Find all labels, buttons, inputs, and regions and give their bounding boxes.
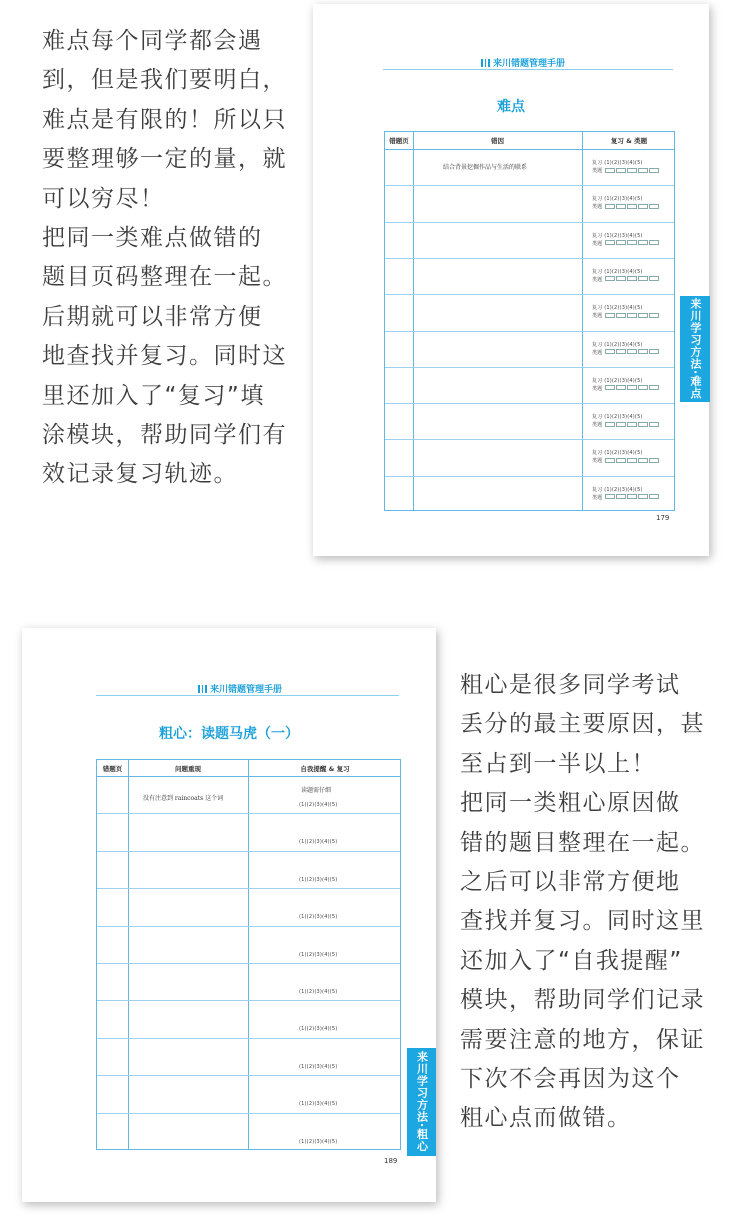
side-tab-difficulty: 来川学习方法·难点	[680, 296, 710, 402]
review-marks[interactable]: 复习 (1)(2)(3)(4)(5)	[592, 196, 643, 203]
review-marks[interactable]: (1)(2)(3)(4)(5)	[299, 839, 338, 846]
description-line: 粗心点而做错。	[460, 1105, 632, 1132]
category-boxes[interactable]: 类题	[592, 457, 660, 464]
row-divider	[97, 1000, 400, 1001]
side-tab-careless: 来川学习方法·粗心	[407, 1048, 436, 1156]
description-line: 可以穷尽！	[42, 185, 165, 212]
row-divider	[97, 926, 400, 927]
review-marks[interactable]: (1)(2)(3)(4)(5)	[299, 1101, 338, 1108]
row-divider	[385, 439, 674, 440]
review-marks[interactable]: (1)(2)(3)(4)(5)	[299, 1063, 338, 1070]
description-line: 难点每个同学都会遇	[42, 28, 263, 54]
description-line: 涂模块，帮助同学们有	[42, 422, 287, 449]
description-careless	[460, 666, 705, 1139]
description-line: 后期就可以非常方便	[42, 303, 263, 330]
category-boxes[interactable]: 类题	[592, 240, 660, 247]
category-boxes[interactable]: 类题	[592, 385, 660, 392]
row-divider	[97, 1113, 400, 1114]
brand-title: 来川错题管理手册	[210, 685, 283, 695]
description-line: 把同一类难点做错的	[42, 225, 263, 252]
category-boxes[interactable]: 类题	[592, 167, 660, 174]
review-marks[interactable]: (1)(2)(3)(4)(5)	[299, 802, 338, 808]
review-marks[interactable]: 复习 (1)(2)(3)(4)(5)	[592, 305, 643, 312]
row-divider	[385, 258, 674, 259]
header-page: 错题页	[389, 137, 409, 145]
description-line: 效记录复习轨迹。	[42, 461, 238, 488]
description-line: 难点是有限的！所以只	[42, 106, 287, 133]
description-difficulty	[42, 22, 287, 495]
row-divider	[385, 294, 674, 295]
category-boxes[interactable]: 类题	[592, 276, 660, 283]
review-marks[interactable]: 复习 (1)(2)(3)(4)(5)	[592, 377, 643, 384]
page-number: 189	[384, 1157, 398, 1165]
review-marks[interactable]: 复习 (1)(2)(3)(4)(5)	[592, 232, 643, 239]
category-boxes[interactable]: 类题	[592, 349, 660, 356]
description-line: 错的题目整理在一起。	[460, 829, 705, 856]
review-marks[interactable]: (1)(2)(3)(4)(5)	[299, 951, 338, 958]
description-line: 需要注意的地方，保证	[460, 1026, 705, 1053]
header-cause: 错因	[491, 137, 504, 145]
review-marks[interactable]: 复习 (1)(2)(3)(4)(5)	[592, 268, 643, 275]
review-marks[interactable]: 复习 (1)(2)(3)(4)(5)	[592, 414, 643, 421]
review-marks[interactable]: (1)(2)(3)(4)(5)	[299, 1026, 338, 1033]
header-reminder: 自我提醒 & 复习	[300, 765, 350, 773]
row-divider	[385, 185, 674, 186]
description-line: 粗心是很多同学考试	[460, 672, 681, 698]
description-line: 查找并复习。同时这里	[460, 908, 705, 935]
review-marks[interactable]: 复习 (1)(2)(3)(4)(5)	[592, 450, 643, 457]
description-line: 里还加入了“复习”填	[42, 382, 265, 409]
description-line: 模块，帮助同学们记录	[460, 987, 705, 1014]
description-line: 地查找并复习。同时这	[42, 343, 287, 370]
description-line: 还加入了“自我提醒”	[460, 947, 683, 974]
page-title: 粗心：读题马虎（一）	[159, 726, 299, 742]
review-marks[interactable]: 复习 (1)(2)(3)(4)(5)	[592, 160, 643, 166]
header-rule	[96, 695, 399, 696]
row-divider	[97, 963, 400, 964]
row-divider	[97, 1075, 400, 1076]
description-line: 下次不会再因为这个	[460, 1066, 681, 1093]
description-line: 丢分的最主要原因，甚	[460, 711, 705, 738]
description-line: 题目页码整理在一起。	[42, 264, 287, 291]
first-row-reminder: 读题需仔细	[301, 787, 332, 794]
header-rule	[383, 69, 673, 70]
brand-header	[481, 56, 565, 69]
row-divider	[97, 888, 400, 889]
row-divider	[385, 222, 674, 223]
workbook-page-difficulty	[313, 4, 709, 556]
row-divider	[385, 476, 674, 477]
first-row-problem: 没有注意到 raincoats 这个词	[143, 795, 224, 802]
brand-title: 来川错题管理手册	[493, 59, 566, 69]
review-marks[interactable]: (1)(2)(3)(4)(5)	[299, 989, 338, 995]
first-row-cause: 结合背景挖掘作品与生活的联系	[443, 164, 528, 171]
brand-header	[198, 682, 282, 695]
workbook-page-careless	[22, 628, 436, 1202]
row-divider	[97, 1038, 400, 1039]
brand-logo-icon	[198, 685, 207, 693]
row-divider	[385, 331, 674, 332]
description-line: 之后可以非常方便地	[460, 869, 681, 896]
description-line: 把同一类粗心原因做	[460, 790, 681, 817]
careless-table	[96, 759, 401, 1150]
page-number: 179	[656, 514, 670, 522]
review-marks[interactable]: (1)(2)(3)(4)(5)	[299, 1138, 338, 1145]
description-line: 到，但是我们要明白，	[42, 67, 287, 94]
header-review: 复习 & 类题	[610, 137, 648, 145]
review-marks[interactable]: (1)(2)(3)(4)(5)	[299, 876, 338, 883]
description-line: 要整理够一定的量，就	[42, 146, 287, 173]
row-divider	[97, 851, 400, 852]
review-marks[interactable]: 复习 (1)(2)(3)(4)(5)	[592, 341, 643, 348]
row-divider	[97, 813, 400, 814]
header-problem: 问题重现	[175, 765, 201, 773]
brand-logo-icon	[481, 59, 490, 67]
review-marks[interactable]: (1)(2)(3)(4)(5)	[299, 914, 338, 921]
row-divider	[385, 403, 674, 404]
category-boxes[interactable]: 类题	[592, 312, 660, 319]
category-boxes[interactable]: 类题	[592, 494, 660, 501]
category-boxes[interactable]: 类题	[592, 203, 660, 210]
row-divider	[385, 367, 674, 368]
page-title: 难点	[497, 99, 525, 115]
review-marks[interactable]: 复习 (1)(2)(3)(4)(5)	[592, 486, 643, 493]
description-line: 至占到一半以上！	[460, 750, 656, 777]
category-boxes[interactable]: 类题	[592, 421, 660, 428]
difficulty-table	[384, 131, 675, 511]
header-page: 错题页	[102, 765, 123, 773]
